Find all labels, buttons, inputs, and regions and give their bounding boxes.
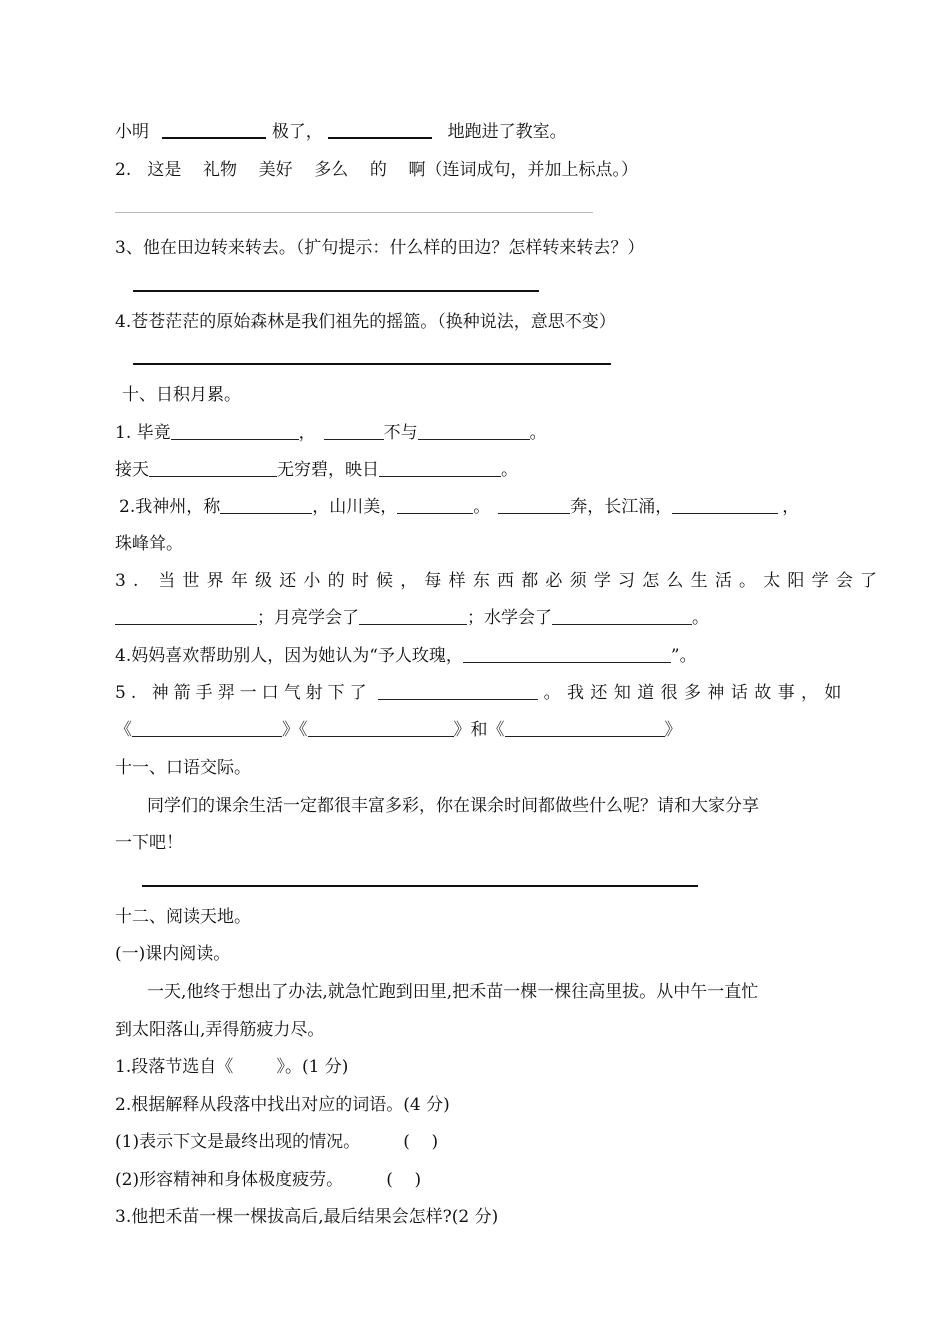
answer-blank[interactable] xyxy=(498,497,570,514)
question-line: 3.他把禾苗一棵一棵拔高后,最后结果会怎样?(2 分) xyxy=(115,1207,499,1227)
answer-line[interactable] xyxy=(133,290,539,292)
text: 《 xyxy=(115,720,132,740)
section-title: 十二、阅读天地。 xyxy=(115,907,251,927)
text: 。 xyxy=(692,608,709,628)
answer-blank[interactable] xyxy=(115,608,257,625)
answer-blank[interactable] xyxy=(359,608,467,625)
sentence-part: 地跑进了教室。 xyxy=(447,122,567,142)
paragraph-line: 一天,他终于想出了办法,就急忙跑到田里,把禾苗一棵一棵往高里拔。从中午一直忙 xyxy=(147,982,759,1002)
fill-line xyxy=(115,718,682,742)
text-line: 珠峰耸。 xyxy=(115,534,183,554)
text: 1. 毕竟 xyxy=(115,423,171,443)
answer-blank[interactable] xyxy=(672,497,778,514)
text: ， xyxy=(298,423,316,443)
text: 》 xyxy=(664,720,682,740)
text: 。 xyxy=(473,497,491,517)
text: 无穷碧，映日 xyxy=(277,460,379,480)
question-line: 1.段落节选自《 》。(1 分) xyxy=(115,1057,349,1077)
answer-blank[interactable] xyxy=(463,646,671,663)
text: ”。 xyxy=(670,646,697,666)
section-title: 十一、口语交际。 xyxy=(115,758,251,778)
paragraph-line: 一下吧！ xyxy=(115,833,183,853)
answer-blank[interactable] xyxy=(397,497,473,514)
answer-blank[interactable] xyxy=(552,608,692,625)
answer-blank[interactable] xyxy=(328,121,432,139)
fill-line xyxy=(115,458,518,482)
text: 》和《 xyxy=(453,720,505,740)
fill-line xyxy=(119,495,799,519)
question-3: 3、他在田边转来转去。（扩句提示：什么样的田边？怎样转来转去？） xyxy=(115,238,645,258)
text: 》《 xyxy=(282,720,308,740)
section-title: 十、日积月累。 xyxy=(122,385,241,405)
text: 。 xyxy=(529,423,547,443)
fill-line xyxy=(115,606,709,630)
answer-line[interactable] xyxy=(115,212,593,213)
fill-line xyxy=(115,421,547,445)
subsection-title: (一)课内阅读。 xyxy=(115,944,231,964)
answer-blank[interactable] xyxy=(418,423,530,440)
fill-sentence-line xyxy=(115,120,567,144)
question-line: (1)表示下文是最终出现的情况。 ( ) xyxy=(115,1132,439,1152)
text: 2.我神州，称 xyxy=(119,497,221,517)
fill-line xyxy=(115,644,697,668)
answer-blank[interactable] xyxy=(220,497,312,514)
text: ， xyxy=(782,497,800,517)
answer-blank[interactable] xyxy=(149,460,277,477)
text: 4.妈妈喜欢帮助别人，因为她认为“予人玫瑰， xyxy=(115,646,463,666)
text: ，山川美， xyxy=(312,497,398,517)
sentence-part: 小明 xyxy=(115,122,149,142)
text: 奔，长江涌， xyxy=(570,497,673,517)
answer-line[interactable] xyxy=(133,363,611,365)
text: ；水学会了 xyxy=(467,608,552,628)
paragraph-line: 同学们的课余生活一定都很丰富多彩，你在课余时间都做些什么呢？请和大家分享 xyxy=(147,796,759,816)
answer-blank[interactable] xyxy=(132,720,282,737)
text: 5. 神箭手羿一口气射下了 xyxy=(115,683,372,703)
answer-blank[interactable] xyxy=(505,720,665,737)
answer-blank[interactable] xyxy=(308,720,454,737)
sentence-part: 极了， xyxy=(271,122,323,142)
answer-blank[interactable] xyxy=(378,683,538,700)
text: ；月亮学会了 xyxy=(257,608,359,628)
text: 。我还知道很多神话故事，如 xyxy=(543,683,848,703)
paragraph-line: 到太阳落山,弄得筋疲力尽。 xyxy=(115,1020,325,1040)
fill-line xyxy=(115,681,848,705)
answer-blank[interactable] xyxy=(162,121,266,139)
question-2: 2. 这是 礼物 美好 多么 的 啊（连词成句，并加上标点。） xyxy=(115,160,639,180)
answer-blank[interactable] xyxy=(324,423,384,440)
question-line: 2.根据解释从段落中找出对应的词语。(4 分) xyxy=(115,1095,450,1115)
answer-blank[interactable] xyxy=(379,460,501,477)
text: 不与 xyxy=(383,423,418,443)
text: 。 xyxy=(501,460,518,480)
question-4: 4.苍苍茫茫的原始森林是我们祖先的摇篮。（换种说法，意思不变） xyxy=(115,312,616,332)
text-line: 3. 当世界年级还小的时候，每样东西都必须学习怎么生活。太阳学会了 xyxy=(115,571,885,591)
text: 接天 xyxy=(115,460,149,480)
answer-blank[interactable] xyxy=(171,423,299,440)
question-line: (2)形容精神和身体极度疲劳。 ( ) xyxy=(115,1170,422,1190)
answer-line[interactable] xyxy=(142,885,698,887)
